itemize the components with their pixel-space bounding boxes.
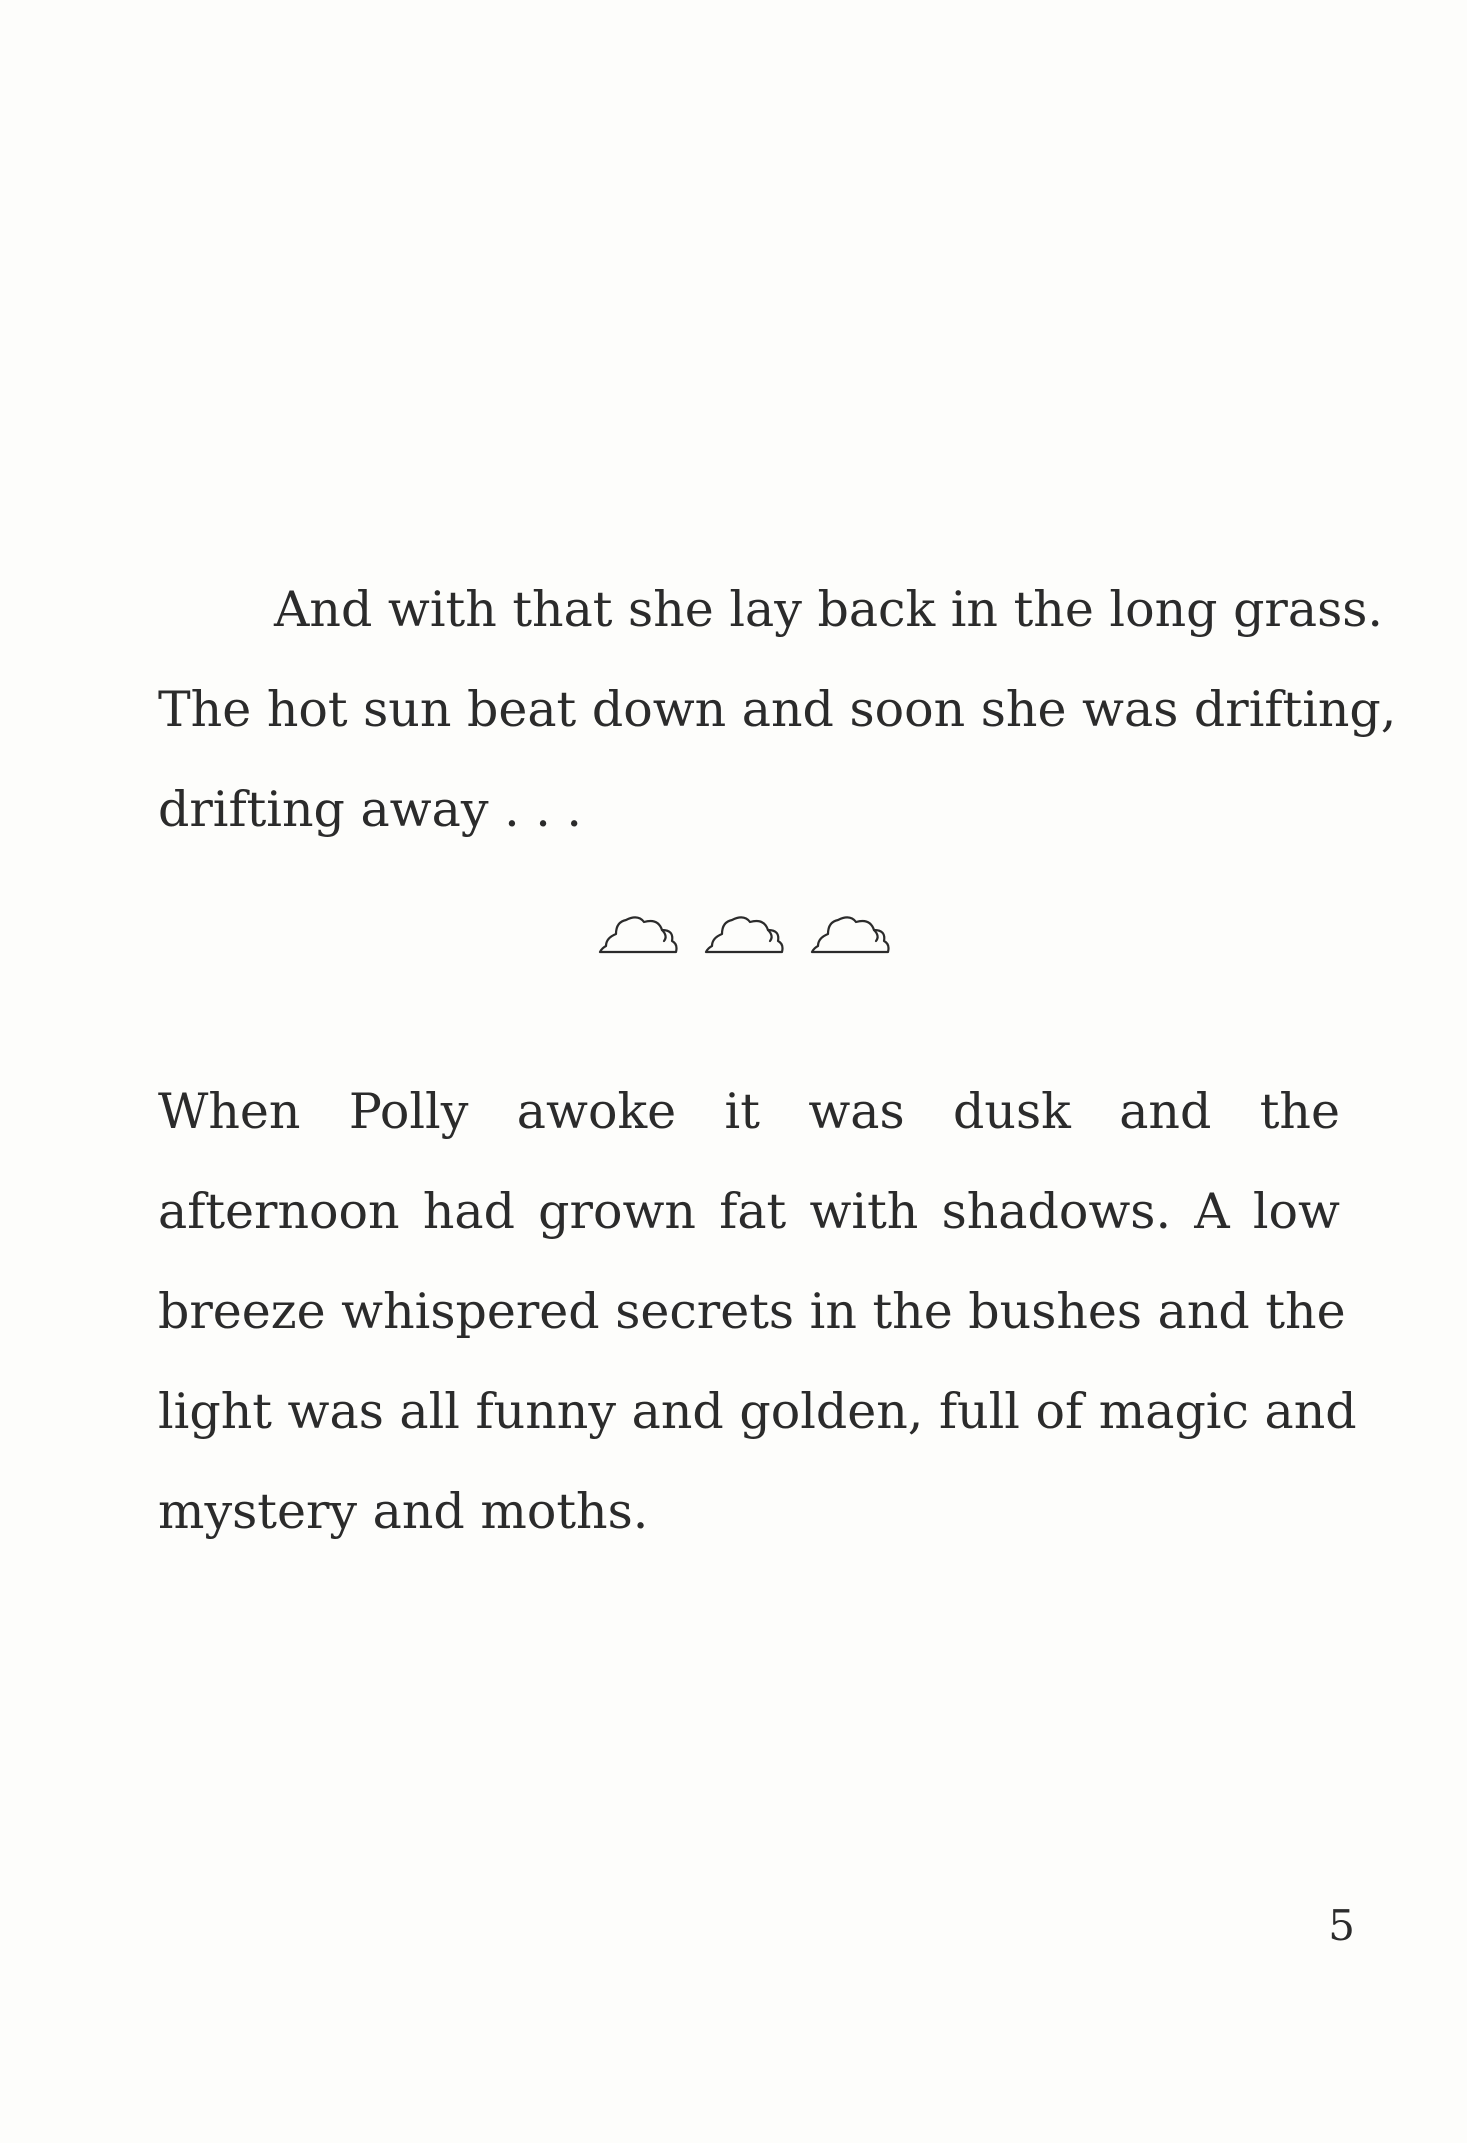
text-line: afternoon had grown fat with shadows. A low: [158, 1183, 1340, 1240]
text-line: And with that she lay back in the long grass.: [274, 581, 1383, 638]
text-line: mystery and moths.: [158, 1483, 649, 1540]
text-line: drifting away . . .: [158, 781, 582, 838]
text-line: When Polly awoke it was dusk and the: [158, 1083, 1340, 1140]
cloud-icon: [812, 917, 889, 952]
cloud-icon: [600, 917, 677, 952]
cloud-icon: [706, 917, 783, 952]
text-line: light was all funny and golden, full of magic and: [158, 1383, 1357, 1440]
text-line: breeze whispered secrets in the bushes and the: [158, 1283, 1346, 1340]
text-line: The hot sun beat down and soon she was drifting,: [158, 681, 1397, 738]
three-clouds-icon: [596, 906, 898, 956]
paragraph-drifting: [158, 560, 1397, 860]
paragraph-polly-awoke: [158, 1062, 1357, 1562]
page-number: 5: [1328, 1901, 1355, 1950]
